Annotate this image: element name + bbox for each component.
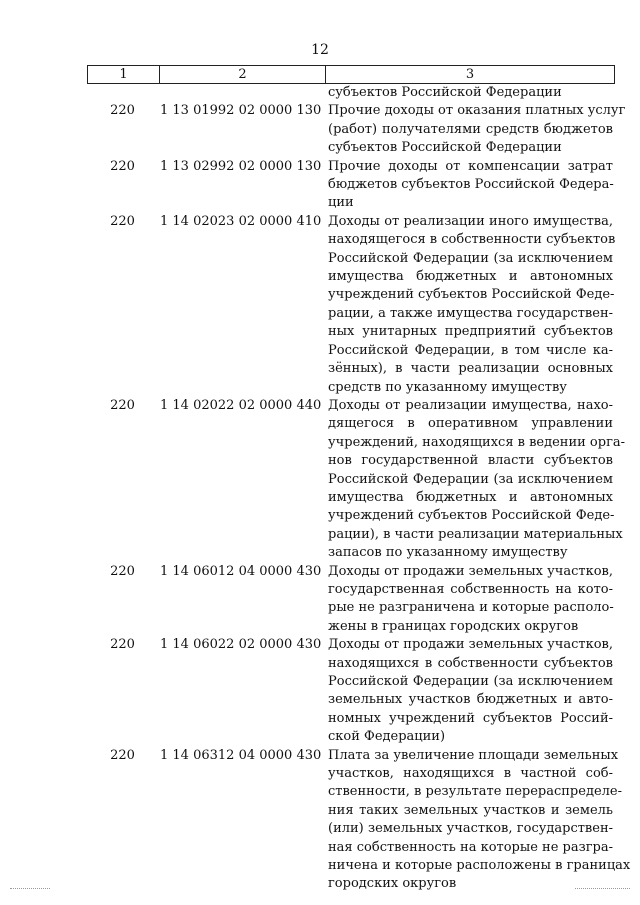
description-line: (работ) получателями средств бюджетов — [328, 121, 613, 137]
row-budget-code: 1 14 06012 04 0000 430 — [160, 563, 322, 579]
row-budget-code: 1 14 06312 04 0000 430 — [160, 747, 322, 763]
description-line: ственности, в результате перераспределе- — [328, 784, 622, 800]
description-line: государственная собственность на кото- — [328, 581, 613, 597]
row-budget-code: 1 13 02992 02 0000 130 — [160, 158, 322, 174]
description-line: ской Федерации) — [328, 729, 446, 745]
description-line: субъектов Российской Федерации — [328, 140, 562, 156]
description-line: городских округов — [328, 876, 457, 892]
row-description — [328, 84, 613, 102]
description-line: зённых), в части реализации основных — [328, 361, 613, 377]
description-line: земельных участков бюджетных и авто- — [328, 692, 613, 708]
row-admin-code: 220 — [110, 563, 135, 579]
description-line: запасов по указанному имуществу — [328, 545, 568, 561]
table-row — [87, 747, 631, 894]
description-line: ная собственность на которые не разгра- — [328, 839, 613, 855]
description-line: бюджетов субъектов Российской Федера- — [328, 177, 614, 193]
description-line: участков, находящихся в частной соб- — [328, 766, 613, 782]
description-line: ции — [328, 195, 354, 211]
row-budget-code: 1 14 06022 02 0000 430 — [160, 637, 322, 653]
description-line: находящегося в собственности субъектов — [328, 232, 616, 248]
description-line: рации, а также имущества государствен- — [328, 305, 613, 321]
row-budget-code: 1 13 01992 02 0000 130 — [160, 103, 322, 119]
description-line: Доходы от продажи земельных участков, — [328, 563, 613, 579]
description-line: ничена и которые расположены в границах — [328, 858, 631, 874]
description-line: Российской Федерации (за исключением — [328, 471, 613, 487]
description-line: Доходы от продажи земельных участков, — [328, 637, 613, 653]
row-admin-code: 220 — [110, 158, 135, 174]
row-admin-code: 220 — [110, 747, 135, 763]
description-line: нов государственной власти субъектов — [328, 453, 613, 469]
table-row — [87, 102, 626, 157]
description-line: Прочие доходы от оказания платных услуг — [328, 103, 626, 119]
row-description — [328, 397, 626, 563]
description-line: Доходы от реализации иного имущества, — [328, 213, 613, 229]
row-admin-code: 220 — [110, 397, 135, 413]
row-description — [328, 158, 613, 213]
row-admin-code: 220 — [110, 213, 135, 229]
page-number: 12 — [311, 42, 329, 58]
description-line: ния таких земельных участков и земель — [328, 802, 613, 818]
description-line: средств по указанному имуществу — [328, 379, 567, 395]
scan-artifact-right — [575, 888, 630, 890]
row-admin-code: 220 — [110, 637, 135, 653]
description-line: жены в границах городских округов — [328, 618, 579, 634]
table-body — [87, 84, 631, 894]
header-col-3: 3 — [465, 67, 475, 82]
description-line: (или) земельных участков, государствен- — [328, 821, 613, 837]
description-line: субъектов Российской Федерации — [328, 85, 562, 100]
table-row — [87, 158, 615, 213]
description-line: учреждений, находящихся в ведении орга- — [328, 434, 626, 450]
description-line: Плата за увеличение площади земельных — [328, 747, 619, 763]
description-line: Доходы от реализации имущества, нахо- — [328, 397, 613, 413]
continuation-row — [87, 84, 615, 102]
description-line: рые не разграничена и которые располо- — [328, 600, 614, 616]
header-col-2: 2 — [160, 66, 326, 83]
table-header — [87, 65, 615, 84]
header-col-1: 1 — [88, 66, 160, 83]
row-admin-code: 220 — [110, 103, 135, 119]
table-row — [87, 397, 626, 563]
description-line: находящихся в собственности субъектов — [328, 655, 613, 671]
row-description — [328, 213, 616, 397]
description-line: ных унитарных предприятий субъектов — [328, 324, 613, 340]
row-budget-code: 1 14 02023 02 0000 410 — [160, 213, 322, 229]
row-description — [328, 102, 626, 157]
table-row — [87, 213, 615, 397]
description-line: Российской Федерации (за исключением — [328, 674, 613, 689]
description-line: имущества бюджетных и автономных — [328, 489, 613, 505]
description-line: имущества бюджетных и автономных — [328, 269, 613, 285]
row-description — [328, 563, 613, 637]
description-line: рации), в части реализации материальных — [328, 526, 623, 542]
row-description — [328, 636, 613, 746]
description-line: учреждений субъектов Российской Феде- — [328, 287, 615, 303]
row-description — [328, 747, 631, 894]
table-row — [87, 563, 615, 637]
description-line: Российской Федерации, в том числе ка- — [328, 342, 613, 358]
description-line: Российской Федерации (за исключением — [328, 250, 613, 266]
description-line: Прочие доходы от компенсации затрат — [328, 158, 613, 174]
description-line: номных учреждений субъектов Россий- — [328, 710, 613, 726]
description-line: дящегося в оперативном управлении — [328, 416, 613, 432]
row-budget-code: 1 14 02022 02 0000 440 — [160, 397, 322, 413]
table-row — [87, 636, 615, 746]
description-line: учреждений субъектов Российской Феде- — [328, 508, 615, 524]
scan-artifact-left — [10, 888, 50, 890]
